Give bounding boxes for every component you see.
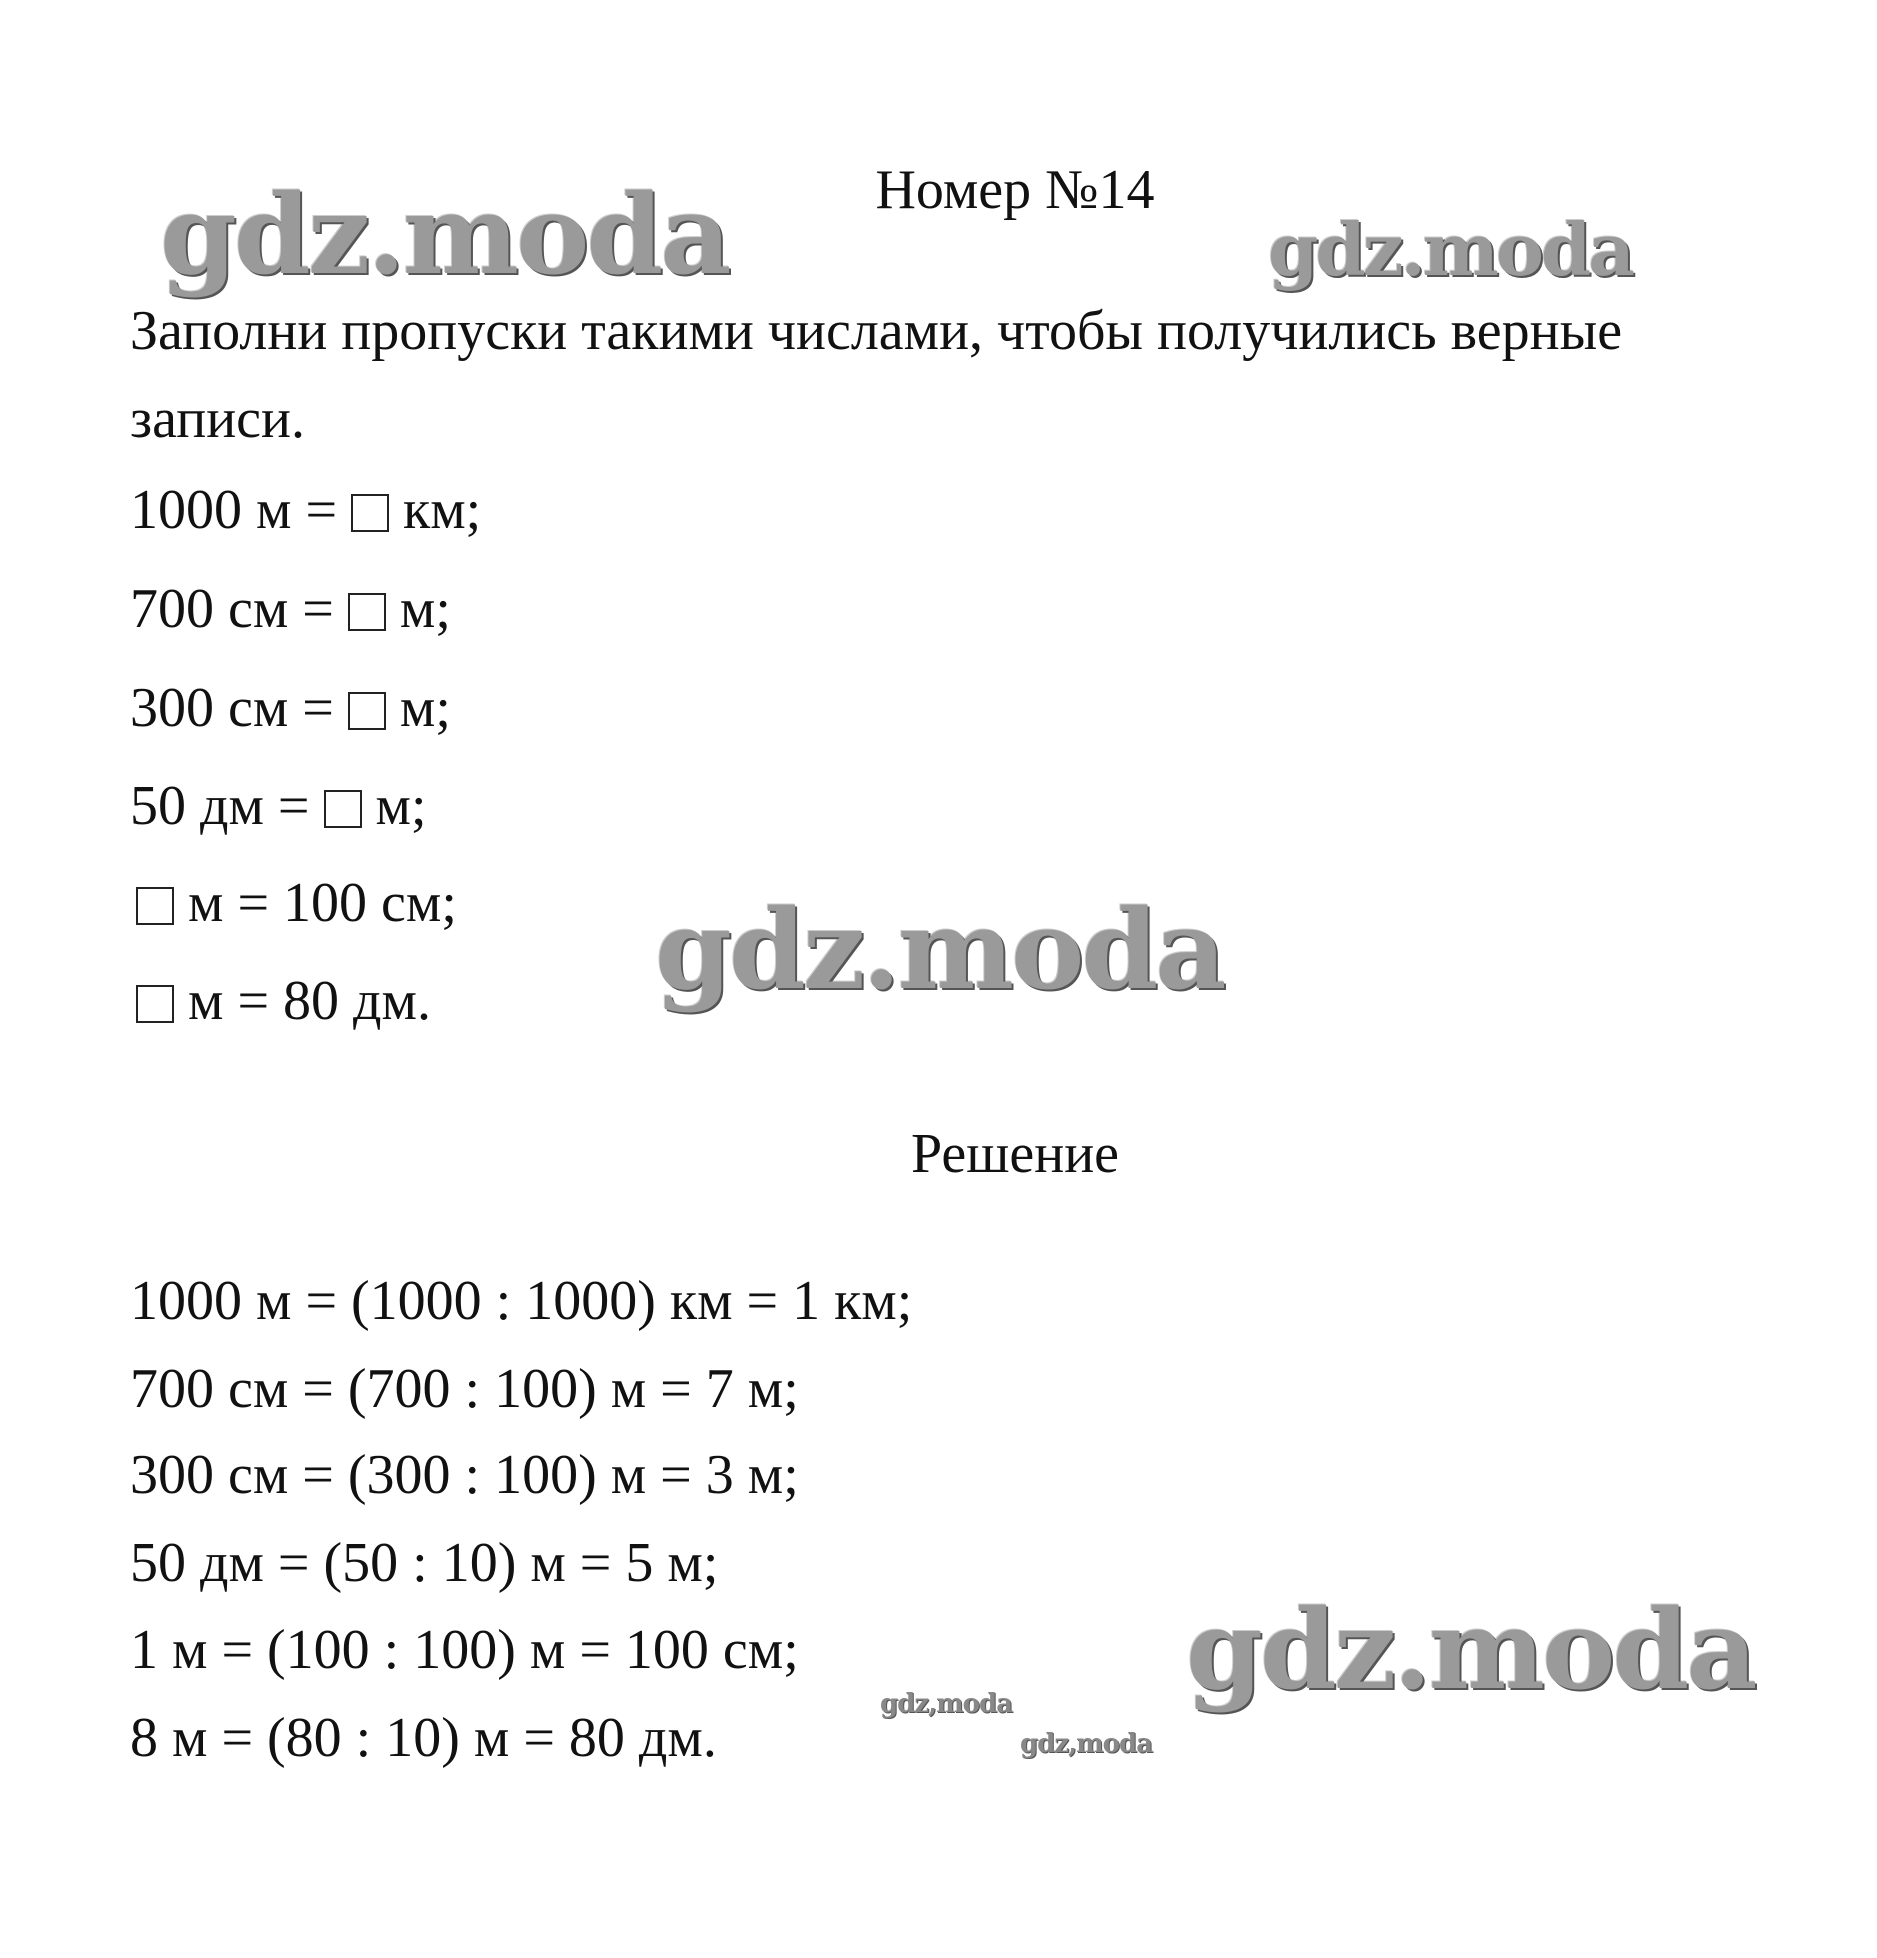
problem-left: 700 см = — [130, 578, 334, 640]
page-title: Номер №14 — [875, 159, 1155, 221]
problem-left: 50 дм = — [130, 775, 310, 837]
watermark: gdz,moda — [1020, 1729, 1153, 1759]
problem-right: м; — [399, 578, 451, 640]
problem-right: м; — [375, 775, 427, 837]
watermark: gdz.moda — [160, 170, 729, 299]
solution-line: 1 м = (100 : 100) м = 100 см; — [130, 1619, 799, 1681]
task-text-line-1: Заполни пропуски такими числами, чтобы получились верные — [130, 300, 1623, 362]
problem-left: 300 см = — [130, 677, 334, 739]
watermark: gdz,moda — [880, 1689, 1013, 1719]
solution-line: 1000 м = (1000 : 1000) км = 1 км; — [130, 1270, 913, 1332]
solution-line: 50 дм = (50 : 10) м = 5 м; — [130, 1532, 719, 1594]
task-text-line-2: записи. — [130, 388, 305, 450]
problem-6 — [130, 966, 431, 1036]
problem-1 — [130, 475, 481, 545]
answer-box — [348, 692, 386, 730]
problem-right: м; — [399, 677, 451, 739]
answer-box — [351, 494, 389, 532]
answer-box — [136, 887, 174, 925]
problem-5 — [130, 868, 457, 938]
solution-line: 8 м = (80 : 10) м = 80 дм. — [130, 1707, 717, 1769]
watermark: gdz.moda — [1186, 1585, 1755, 1714]
problem-2 — [130, 574, 451, 644]
solution-line: 300 см = (300 : 100) м = 3 м; — [130, 1444, 799, 1506]
answer-box — [136, 985, 174, 1023]
problem-left: 1000 м = — [130, 479, 338, 541]
problem-4 — [130, 771, 427, 841]
problem-right: м = 80 дм. — [188, 970, 431, 1032]
watermark: gdz.moda — [1268, 207, 1632, 292]
answer-box — [324, 790, 362, 828]
watermark: gdz.moda — [655, 885, 1224, 1014]
solution-line: 700 см = (700 : 100) м = 7 м; — [130, 1358, 799, 1420]
problem-right: км; — [403, 479, 482, 541]
problem-3 — [130, 673, 451, 743]
answer-box — [348, 593, 386, 631]
solution-heading: Решение — [910, 1123, 1120, 1185]
problem-right: м = 100 см; — [188, 872, 457, 934]
